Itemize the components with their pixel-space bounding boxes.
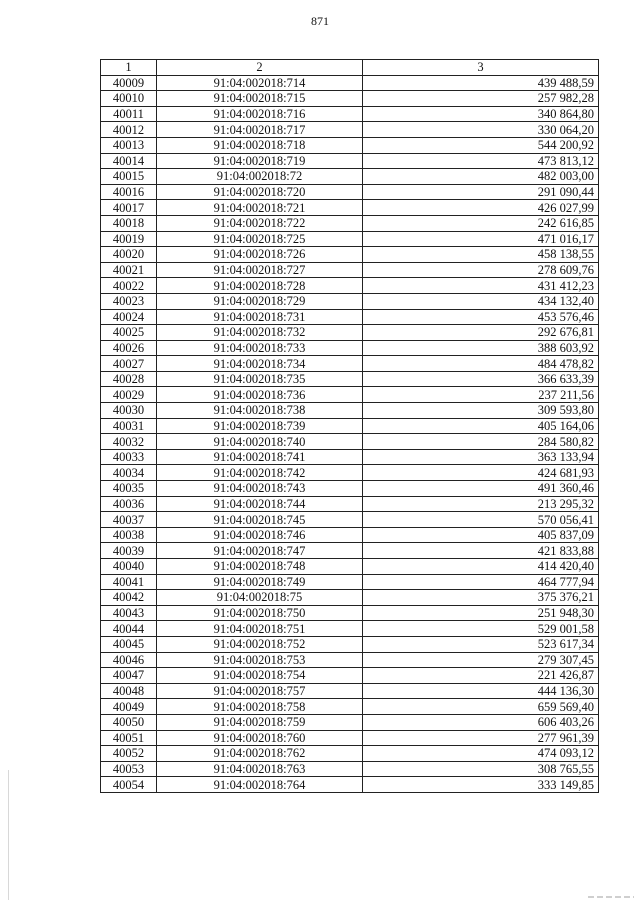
row-number-cell: 40025 [101, 325, 157, 341]
cadastral-value-cell: 444 136,30 [363, 683, 599, 699]
cadastral-number-cell: 91:04:002018:757 [157, 683, 363, 699]
row-number-cell: 40033 [101, 449, 157, 465]
cadastral-value-cell: 333 149,85 [363, 777, 599, 793]
table-row [101, 231, 599, 247]
cadastral-value-cell: 424 681,93 [363, 465, 599, 481]
row-number-cell: 40041 [101, 574, 157, 590]
row-number-cell: 40044 [101, 621, 157, 637]
cadastral-value-cell: 405 837,09 [363, 527, 599, 543]
cadastral-value-cell: 405 164,06 [363, 418, 599, 434]
cadastral-number-cell: 91:04:002018:747 [157, 543, 363, 559]
cadastral-value-cell: 237 211,56 [363, 387, 599, 403]
cadastral-value-cell: 484 478,82 [363, 356, 599, 372]
row-number-cell: 40050 [101, 714, 157, 730]
table-row [101, 543, 599, 559]
cadastral-value-cell: 242 616,85 [363, 215, 599, 231]
cadastral-number-cell: 91:04:002018:735 [157, 371, 363, 387]
table-row [101, 777, 599, 793]
row-number-cell: 40034 [101, 465, 157, 481]
row-number-cell: 40048 [101, 683, 157, 699]
table-row [101, 512, 599, 528]
row-number-cell: 40027 [101, 356, 157, 372]
cadastral-number-cell: 91:04:002018:732 [157, 325, 363, 341]
row-number-cell: 40014 [101, 153, 157, 169]
cadastral-value-cell: 292 676,81 [363, 325, 599, 341]
table-row [101, 215, 599, 231]
row-number-cell: 40015 [101, 169, 157, 185]
table-row [101, 75, 599, 91]
row-number-cell: 40037 [101, 512, 157, 528]
table-row [101, 668, 599, 684]
cadastral-number-cell: 91:04:002018:741 [157, 449, 363, 465]
cadastral-value-cell: 277 961,39 [363, 730, 599, 746]
table-row [101, 652, 599, 668]
table-row [101, 309, 599, 325]
row-number-cell: 40031 [101, 418, 157, 434]
table-row [101, 714, 599, 730]
cadastral-number-cell: 91:04:002018:719 [157, 153, 363, 169]
row-number-cell: 40012 [101, 122, 157, 138]
row-number-cell: 40054 [101, 777, 157, 793]
cadastral-value-cell: 482 003,00 [363, 169, 599, 185]
row-number-cell: 40016 [101, 184, 157, 200]
cadastral-value-cell: 458 138,55 [363, 247, 599, 263]
cadastral-number-cell: 91:04:002018:759 [157, 714, 363, 730]
cadastral-number-cell: 91:04:002018:758 [157, 699, 363, 715]
row-number-cell: 40046 [101, 652, 157, 668]
row-number-cell: 40038 [101, 527, 157, 543]
table-row [101, 122, 599, 138]
column-header-value: 3 [363, 60, 599, 76]
cadastral-number-cell: 91:04:002018:740 [157, 434, 363, 450]
row-number-cell: 40036 [101, 496, 157, 512]
table-row [101, 387, 599, 403]
page-number: 871 [311, 14, 329, 28]
table-row [101, 200, 599, 216]
column-header-cadastral-number: 2 [157, 60, 363, 76]
cadastral-number-cell: 91:04:002018:762 [157, 746, 363, 762]
row-number-cell: 40022 [101, 278, 157, 294]
table-row [101, 403, 599, 419]
table-row [101, 91, 599, 107]
table-row [101, 106, 599, 122]
cadastral-number-cell: 91:04:002018:728 [157, 278, 363, 294]
table-row [101, 434, 599, 450]
table-row [101, 325, 599, 341]
row-number-cell: 40049 [101, 699, 157, 715]
row-number-cell: 40010 [101, 91, 157, 107]
cadastral-number-cell: 91:04:002018:721 [157, 200, 363, 216]
table-row [101, 527, 599, 543]
cadastral-value-cell: 330 064,20 [363, 122, 599, 138]
row-number-cell: 40021 [101, 262, 157, 278]
table-row [101, 247, 599, 263]
table-row [101, 730, 599, 746]
row-number-cell: 40023 [101, 293, 157, 309]
table-row [101, 153, 599, 169]
cadastral-value-cell: 606 403,26 [363, 714, 599, 730]
row-number-cell: 40042 [101, 590, 157, 606]
column-header-number: 1 [101, 60, 157, 76]
cadastral-number-cell: 91:04:002018:729 [157, 293, 363, 309]
row-number-cell: 40040 [101, 559, 157, 575]
cadastral-number-cell: 91:04:002018:752 [157, 636, 363, 652]
table-row [101, 574, 599, 590]
row-number-cell: 40018 [101, 215, 157, 231]
cadastral-value-cell: 464 777,94 [363, 574, 599, 590]
table-row [101, 293, 599, 309]
cadastral-value-cell: 279 307,45 [363, 652, 599, 668]
cadastral-number-cell: 91:04:002018:727 [157, 262, 363, 278]
cadastral-value-cell: 278 609,76 [363, 262, 599, 278]
cadastral-number-cell: 91:04:002018:754 [157, 668, 363, 684]
cadastral-value-cell: 363 133,94 [363, 449, 599, 465]
cadastral-number-cell: 91:04:002018:743 [157, 481, 363, 497]
cadastral-number-cell: 91:04:002018:731 [157, 309, 363, 325]
cadastral-number-cell: 91:04:002018:749 [157, 574, 363, 590]
table-row [101, 340, 599, 356]
cadastral-value-cell: 659 569,40 [363, 699, 599, 715]
table-row [101, 481, 599, 497]
footer-mark [588, 896, 634, 898]
cadastral-number-cell: 91:04:002018:764 [157, 777, 363, 793]
cadastral-value-cell: 309 593,80 [363, 403, 599, 419]
row-number-cell: 40009 [101, 75, 157, 91]
cadastral-number-cell: 91:04:002018:738 [157, 403, 363, 419]
cadastral-value-cell: 388 603,92 [363, 340, 599, 356]
cadastral-value-cell: 251 948,30 [363, 605, 599, 621]
cadastral-number-cell: 91:04:002018:760 [157, 730, 363, 746]
cadastral-number-cell: 91:04:002018:739 [157, 418, 363, 434]
cadastral-number-cell: 91:04:002018:750 [157, 605, 363, 621]
cadastral-value-cell: 491 360,46 [363, 481, 599, 497]
row-number-cell: 40043 [101, 605, 157, 621]
cadastral-value-cell: 439 488,59 [363, 75, 599, 91]
row-number-cell: 40032 [101, 434, 157, 450]
cadastral-value-cell: 291 090,44 [363, 184, 599, 200]
table-row [101, 559, 599, 575]
row-number-cell: 40030 [101, 403, 157, 419]
cadastral-number-cell: 91:04:002018:726 [157, 247, 363, 263]
cadastral-number-cell: 91:04:002018:742 [157, 465, 363, 481]
row-number-cell: 40035 [101, 481, 157, 497]
cadastral-value-cell: 471 016,17 [363, 231, 599, 247]
cadastral-value-cell: 523 617,34 [363, 636, 599, 652]
row-number-cell: 40045 [101, 636, 157, 652]
cadastral-value-cell: 474 093,12 [363, 746, 599, 762]
row-number-cell: 40051 [101, 730, 157, 746]
row-number-cell: 40028 [101, 371, 157, 387]
cadastral-value-cell: 431 412,23 [363, 278, 599, 294]
cadastral-number-cell: 91:04:002018:718 [157, 137, 363, 153]
cadastral-number-cell: 91:04:002018:734 [157, 356, 363, 372]
cadastral-number-cell: 91:04:002018:75 [157, 590, 363, 606]
row-number-cell: 40052 [101, 746, 157, 762]
cadastral-value-cell: 340 864,80 [363, 106, 599, 122]
cadastral-number-cell: 91:04:002018:717 [157, 122, 363, 138]
row-number-cell: 40020 [101, 247, 157, 263]
cadastral-value-cell: 544 200,92 [363, 137, 599, 153]
cadastral-number-cell: 91:04:002018:763 [157, 761, 363, 777]
table-row [101, 699, 599, 715]
cadastral-number-cell: 91:04:002018:714 [157, 75, 363, 91]
cadastral-number-cell: 91:04:002018:751 [157, 621, 363, 637]
table-row [101, 683, 599, 699]
cadastral-value-table [100, 59, 599, 793]
table-row [101, 465, 599, 481]
row-number-cell: 40026 [101, 340, 157, 356]
cadastral-number-cell: 91:04:002018:715 [157, 91, 363, 107]
row-number-cell: 40053 [101, 761, 157, 777]
cadastral-value-cell: 366 633,39 [363, 371, 599, 387]
table-row [101, 746, 599, 762]
table-row [101, 371, 599, 387]
cadastral-value-cell: 473 813,12 [363, 153, 599, 169]
cadastral-value-cell: 453 576,46 [363, 309, 599, 325]
cadastral-number-cell: 91:04:002018:746 [157, 527, 363, 543]
cadastral-value-cell: 213 295,32 [363, 496, 599, 512]
cadastral-number-cell: 91:04:002018:725 [157, 231, 363, 247]
table-header-row [101, 60, 599, 76]
cadastral-number-cell: 91:04:002018:748 [157, 559, 363, 575]
cadastral-value-cell: 421 833,88 [363, 543, 599, 559]
cadastral-number-cell: 91:04:002018:720 [157, 184, 363, 200]
cadastral-value-cell: 529 001,58 [363, 621, 599, 637]
cadastral-value-cell: 570 056,41 [363, 512, 599, 528]
table-row [101, 278, 599, 294]
cadastral-number-cell: 91:04:002018:744 [157, 496, 363, 512]
cadastral-number-cell: 91:04:002018:753 [157, 652, 363, 668]
table-row [101, 356, 599, 372]
table-row [101, 761, 599, 777]
table-row [101, 605, 599, 621]
table-row [101, 636, 599, 652]
cadastral-value-cell: 257 982,28 [363, 91, 599, 107]
table-row [101, 590, 599, 606]
cadastral-number-cell: 91:04:002018:733 [157, 340, 363, 356]
cadastral-number-cell: 91:04:002018:716 [157, 106, 363, 122]
row-number-cell: 40024 [101, 309, 157, 325]
table-row [101, 496, 599, 512]
row-number-cell: 40017 [101, 200, 157, 216]
table-body [101, 75, 599, 792]
table-row [101, 169, 599, 185]
table-row [101, 137, 599, 153]
cadastral-value-cell: 414 420,40 [363, 559, 599, 575]
margin-rule [8, 770, 9, 900]
table-row [101, 449, 599, 465]
row-number-cell: 40019 [101, 231, 157, 247]
row-number-cell: 40029 [101, 387, 157, 403]
table-row [101, 418, 599, 434]
table-row [101, 262, 599, 278]
cadastral-value-cell: 375 376,21 [363, 590, 599, 606]
cadastral-value-cell: 308 765,55 [363, 761, 599, 777]
cadastral-value-cell: 434 132,40 [363, 293, 599, 309]
cadastral-number-cell: 91:04:002018:736 [157, 387, 363, 403]
row-number-cell: 40047 [101, 668, 157, 684]
row-number-cell: 40011 [101, 106, 157, 122]
cadastral-number-cell: 91:04:002018:72 [157, 169, 363, 185]
table-row [101, 621, 599, 637]
row-number-cell: 40013 [101, 137, 157, 153]
cadastral-value-cell: 284 580,82 [363, 434, 599, 450]
cadastral-number-cell: 91:04:002018:722 [157, 215, 363, 231]
row-number-cell: 40039 [101, 543, 157, 559]
cadastral-number-cell: 91:04:002018:745 [157, 512, 363, 528]
cadastral-value-cell: 221 426,87 [363, 668, 599, 684]
cadastral-value-cell: 426 027,99 [363, 200, 599, 216]
table-row [101, 184, 599, 200]
